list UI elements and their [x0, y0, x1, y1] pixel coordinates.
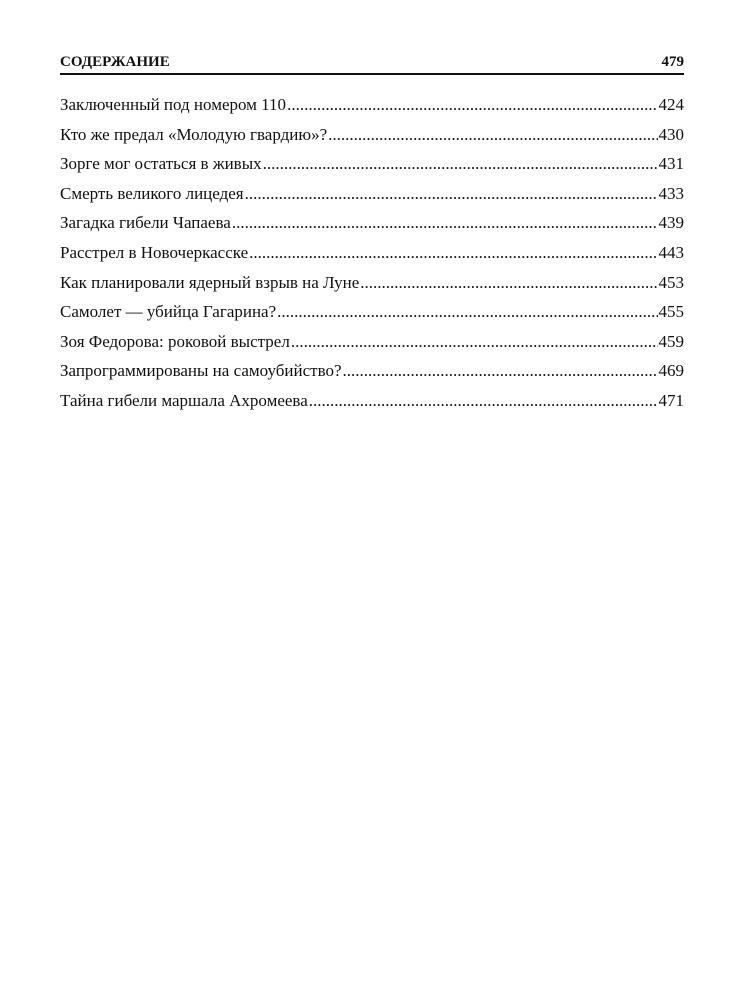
toc-entry [60, 238, 684, 268]
toc-entry-page: 443 [658, 242, 684, 262]
dot-leader [309, 386, 658, 416]
toc-entry [60, 90, 684, 120]
dot-leader [328, 120, 657, 150]
toc-entry [60, 120, 684, 150]
book-page [60, 0, 684, 985]
dot-leader [343, 356, 658, 386]
toc-entry-title: Кто же предал «Молодую гвардию»? [60, 124, 328, 144]
toc-entry-page: 439 [658, 213, 684, 233]
toc-entry [60, 356, 684, 386]
toc-entry-page: 430 [658, 124, 684, 144]
toc-entry-page: 455 [658, 302, 684, 322]
dot-leader [245, 179, 658, 209]
dot-leader [232, 208, 658, 238]
toc-entry-title: Зорге мог остаться в живых [60, 154, 262, 174]
dot-leader [360, 268, 657, 298]
dot-leader [287, 90, 657, 120]
toc-entry [60, 268, 684, 298]
running-header [60, 51, 684, 71]
toc-entry-title: Зоя Федорова: роковой выстрел [60, 331, 290, 351]
toc-entry-title: Загадка гибели Чапаева [60, 213, 231, 233]
page-number: 479 [661, 54, 684, 70]
toc-entry-page: 459 [658, 331, 684, 351]
toc-entry-title: Расстрел в Новочеркасске [60, 242, 249, 262]
toc-entry-title: Заключенный под номером 110 [60, 95, 287, 114]
toc-entry-page: 424 [658, 95, 684, 114]
toc-entry-page: 469 [658, 361, 684, 381]
section-title: СОДЕРЖАНИЕ [60, 54, 170, 70]
toc-entry-page: 453 [658, 272, 684, 292]
toc-entry-title: Самолет — убийца Гагарина? [60, 302, 277, 322]
toc-entry-title: Смерть великого лицедея [60, 183, 244, 203]
toc-entry-page: 431 [658, 154, 684, 174]
dot-leader [263, 149, 658, 179]
header-rule [60, 73, 684, 75]
dot-leader [249, 238, 657, 268]
toc-entry-page: 471 [658, 390, 684, 410]
toc-entry [60, 179, 684, 209]
toc-entry [60, 386, 684, 416]
toc-entry-title: Как планировали ядерный взрыв на Луне [60, 272, 360, 292]
toc-entry [60, 208, 684, 238]
toc-entry [60, 149, 684, 179]
toc-entry-page: 433 [658, 183, 684, 203]
dot-leader [291, 327, 658, 357]
toc-entry-title: Запрограммированы на самоубийство? [60, 361, 342, 381]
dot-leader [277, 297, 657, 327]
table-of-contents [60, 90, 684, 416]
toc-entry [60, 297, 684, 327]
toc-entry [60, 327, 684, 357]
toc-entry-title: Тайна гибели маршала Ахромеева [60, 390, 308, 410]
